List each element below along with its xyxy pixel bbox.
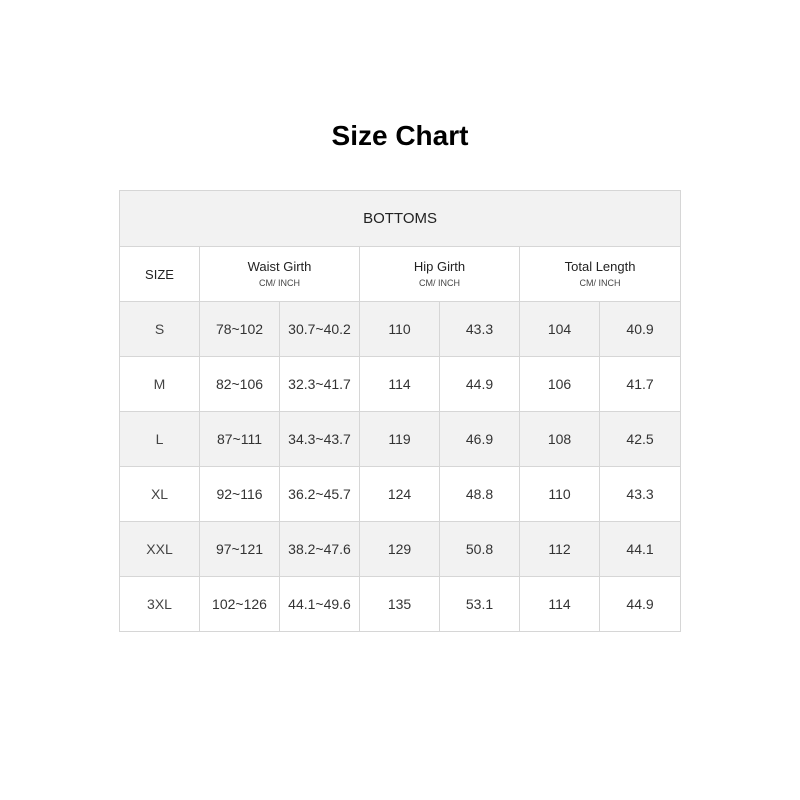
waist-girth-header — [200, 247, 360, 302]
waist-cm-cell: 78~102 — [200, 302, 280, 357]
size-cell: L — [120, 412, 200, 467]
size-header-label: SIZE — [145, 267, 174, 282]
waist-girth-label: Waist Girth — [247, 259, 312, 274]
hip-cm-cell: 110 — [360, 302, 440, 357]
hip-cm-cell: 119 — [360, 412, 440, 467]
hip-inch-cell: 48.8 — [440, 467, 520, 522]
size-cell: 3XL — [120, 577, 200, 632]
table-row — [120, 357, 681, 412]
table-row — [120, 412, 681, 467]
hip-cm-cell: 114 — [360, 357, 440, 412]
length-cm-cell: 112 — [520, 522, 600, 577]
length-cm-cell: 106 — [520, 357, 600, 412]
length-inch-cell: 40.9 — [600, 302, 681, 357]
length-inch-cell: 43.3 — [600, 467, 681, 522]
length-cm-cell: 104 — [520, 302, 600, 357]
page-title: Size Chart — [331, 120, 469, 151]
section-title: BOTTOMS — [120, 191, 681, 247]
total-length-header — [520, 247, 681, 302]
waist-cm-cell: 102~126 — [200, 577, 280, 632]
size-chart-table — [119, 190, 681, 632]
total-length-unit: CM/ INCH — [579, 278, 621, 288]
size-header — [120, 247, 200, 302]
length-cm-cell: 108 — [520, 412, 600, 467]
waist-cm-cell: 87~111 — [200, 412, 280, 467]
table-row — [120, 522, 681, 577]
waist-cm-cell: 97~121 — [200, 522, 280, 577]
hip-girth-unit: CM/ INCH — [419, 278, 460, 288]
size-cell: XL — [120, 467, 200, 522]
waist-inch-cell: 30.7~40.2 — [280, 302, 360, 357]
table-row — [120, 577, 681, 632]
column-header-row — [120, 247, 681, 302]
length-inch-cell: 41.7 — [600, 357, 681, 412]
length-cm-cell: 110 — [520, 467, 600, 522]
hip-cm-cell: 124 — [360, 467, 440, 522]
table-row — [120, 467, 681, 522]
waist-inch-cell: 44.1~49.6 — [280, 577, 360, 632]
total-length-label: Total Length — [564, 259, 636, 274]
hip-cm-cell: 129 — [360, 522, 440, 577]
length-inch-cell: 42.5 — [600, 412, 681, 467]
section-header-row — [120, 191, 681, 247]
length-cm-cell: 114 — [520, 577, 600, 632]
length-inch-cell: 44.1 — [600, 522, 681, 577]
hip-inch-cell: 46.9 — [440, 412, 520, 467]
waist-inch-cell: 36.2~45.7 — [280, 467, 360, 522]
hip-girth-header — [360, 247, 520, 302]
size-cell: XXL — [120, 522, 200, 577]
waist-inch-cell: 34.3~43.7 — [280, 412, 360, 467]
hip-girth-label: Hip Girth — [413, 259, 466, 274]
hip-inch-cell: 53.1 — [440, 577, 520, 632]
hip-cm-cell: 135 — [360, 577, 440, 632]
waist-cm-cell: 82~106 — [200, 357, 280, 412]
waist-girth-unit: CM/ INCH — [259, 278, 300, 288]
table-row — [120, 302, 681, 357]
waist-inch-cell: 32.3~41.7 — [280, 357, 360, 412]
size-cell: S — [120, 302, 200, 357]
hip-inch-cell: 50.8 — [440, 522, 520, 577]
waist-cm-cell: 92~116 — [200, 467, 280, 522]
hip-inch-cell: 44.9 — [440, 357, 520, 412]
hip-inch-cell: 43.3 — [440, 302, 520, 357]
length-inch-cell: 44.9 — [600, 577, 681, 632]
waist-inch-cell: 38.2~47.6 — [280, 522, 360, 577]
size-cell: M — [120, 357, 200, 412]
